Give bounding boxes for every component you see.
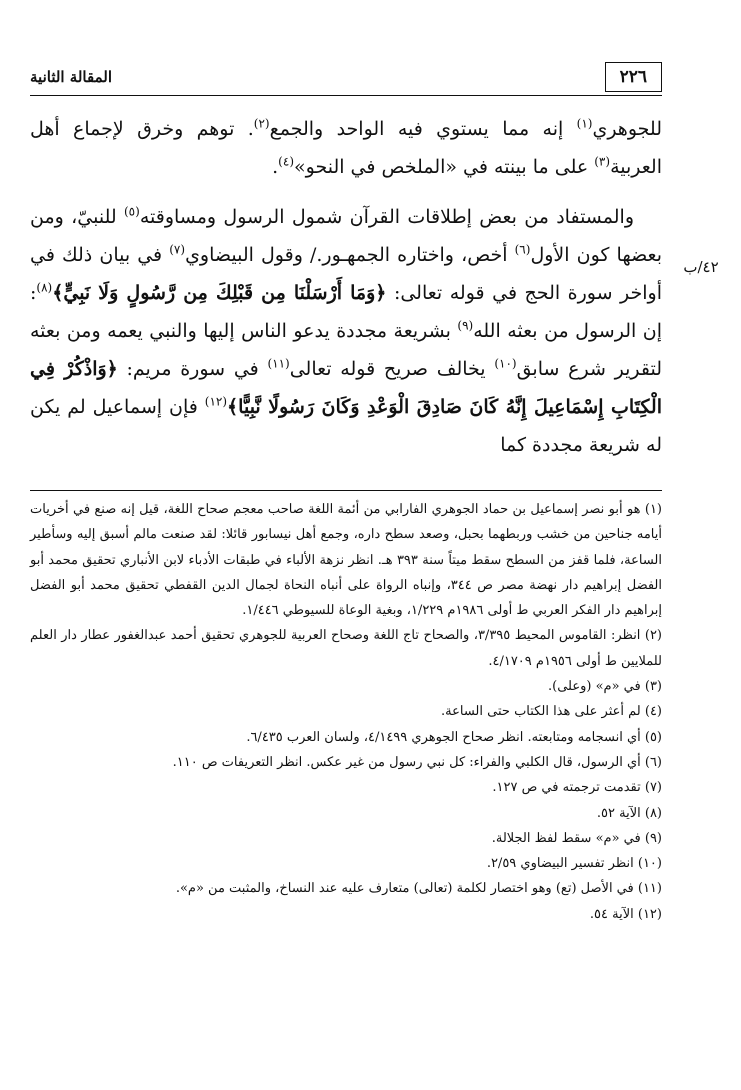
footnote-marker: (٩) xyxy=(457,318,474,333)
footnote: (٧) تقدمت ترجمته في ص ١٢٧. xyxy=(492,780,662,796)
footnote: (٦) أي الرسول، قال الكلبي والفراء: كل نبي رسول من غير عكس. انظر التعريفات ص ١١٠. xyxy=(172,754,662,770)
footnote: (١٠) انظر تفسير البيضاوي ٢/٥٩. xyxy=(486,856,662,872)
footnote: (٤) لم أعثر على هذا الكتاب حتى الساعة. xyxy=(441,704,662,720)
text-run: أخص، واختاره الجمهـور./ وقول البيضاوي xyxy=(185,244,515,266)
footnote-marker: (١) xyxy=(576,116,593,131)
footnote-marker: (٧) xyxy=(169,242,186,257)
text-run: للنبيّ، ومن بعضها كون الأول xyxy=(30,206,663,266)
footnote-marker: (٦) xyxy=(514,242,531,257)
footnote: (١١) في الأصل (تع) وهو اختصار لكلمة (تعالى) متعارف عليه عند النساخ، والمثبت من «م». xyxy=(175,881,662,897)
footnote-marker: (١٠) xyxy=(494,356,517,371)
footnote-marker: (٤) xyxy=(278,154,294,169)
paragraph xyxy=(30,110,662,186)
footnote-marker: (٣) xyxy=(594,154,611,169)
footnote: (٥) أي انسجامه ومتابعته. انظر صحاح الجوهري ٤/١٤٩٩، ولسان العرب ٦/٤٣٥. xyxy=(246,729,662,745)
footnote: (٩) في «م» سقط لفظ الجلالة. xyxy=(491,830,662,846)
footnote-marker: (٢) xyxy=(253,116,270,131)
footnote-marker: (١٢) xyxy=(204,394,228,409)
footnote: (١) هو أبو نصر إسماعيل بن حماد الجوهري الفارابي من أئمة اللغة صاحب معجم صحاح اللغة، قيل إنه صنع في أخريات أيامه جناحين من خشب وربطهما بحبل، وصعد سطح داره، وجمع أهل نيسابور قائلا: لقد صنعت مالم أسبق إليه وسأطير الساعة، فلما قفز من السطح سقط ميتاً سنة ٣٩٣ هـ. انظر نزهة الألباء في طبقات الأدباء لابن الأنباري تحقيق محمد أبو الفضل إبراهيم دار نهضة مصر ص ٣٤٤، وإنباه الرواة على أنباه النحاة لجمال الدين القفطي تحقيق محمد أبو الفضل إبراهيم دار الفكر العربي ط أولى ١٩٨٦م ١/٢٢٩، وبغية الوعاة للسيوطي ١/٤٤٦. xyxy=(30,502,662,619)
page-number-box xyxy=(605,62,662,92)
text-run: . توهم وخرق لإجماع أهل العربية xyxy=(30,118,662,178)
paragraph xyxy=(30,198,662,464)
footnote-marker: (٨) xyxy=(36,280,53,295)
text-run: بشريعة مجددة يدعو الناس إليها والنبي يعمه ومن بعثه لتقرير شرع سابق xyxy=(30,320,662,380)
quran-verse: ﴿وَمَا أَرْسَلْنَا مِن قَبْلِكَ مِن رَّسُولٍ وَلَا نَبِيٍّ﴾ xyxy=(52,282,387,304)
text-run: للجوهري xyxy=(592,118,662,140)
quran-verse: ﴿وَاذْكُرْ فِي الْكِتَابِ إِسْمَاعِيلَ إِنَّهُ كَانَ صَادِقَ الْوَعْدِ وَكَانَ رَسُولًا نَّبِيًّا﴾ xyxy=(30,358,662,418)
footnote: (١٢) الآية ٥٤. xyxy=(589,906,662,922)
page-number: ٢٢٦ xyxy=(619,67,647,87)
page-header xyxy=(30,60,662,94)
text-run: إنه مما يستوي فيه الواحد والجمع xyxy=(269,118,577,140)
footnote-separator xyxy=(30,490,662,491)
text-run: يخالف صريح قوله تعالى xyxy=(289,358,495,380)
footnote: (٨) الآية ٥٢. xyxy=(596,805,662,821)
header-rule xyxy=(30,95,662,96)
text-run: . xyxy=(272,156,279,178)
footnotes xyxy=(30,497,662,927)
manuscript-folio-note: ٤٢/ب xyxy=(683,258,719,276)
footnote: (٢) انظر: القاموس المحيط ٣/٣٩٥، والصحاح تاج اللغة وصحاح العربية للجوهري تحقيق أحمد عبدالغفور عطار دار العلم للملايين ط أولى ١٩٥٦م ٤/١٧٠٩. xyxy=(30,628,662,669)
text-run: في سورة مريم: xyxy=(117,358,268,380)
footnote: (٣) في «م» (وعلى). xyxy=(548,679,662,695)
text-run: على ما بينته في «الملخص في النحو» xyxy=(294,156,595,178)
text-run: فإن إسماعيل لم يكن له شريعة مجددة كما xyxy=(30,396,662,456)
running-title: المقالة الثانية xyxy=(30,68,112,86)
text-run: : إن الرسول من بعثه الله xyxy=(30,282,662,342)
text-run: في بيان ذلك في أواخر سورة الحج في قوله تعالى: xyxy=(30,244,662,304)
footnote-marker: (٥) xyxy=(123,204,140,219)
main-text xyxy=(30,110,662,464)
footnote-marker: (١١) xyxy=(267,356,290,371)
text-run: والمستفاد من بعض إطلاقات القرآن شمول الرسول ومساوقته xyxy=(139,206,634,228)
